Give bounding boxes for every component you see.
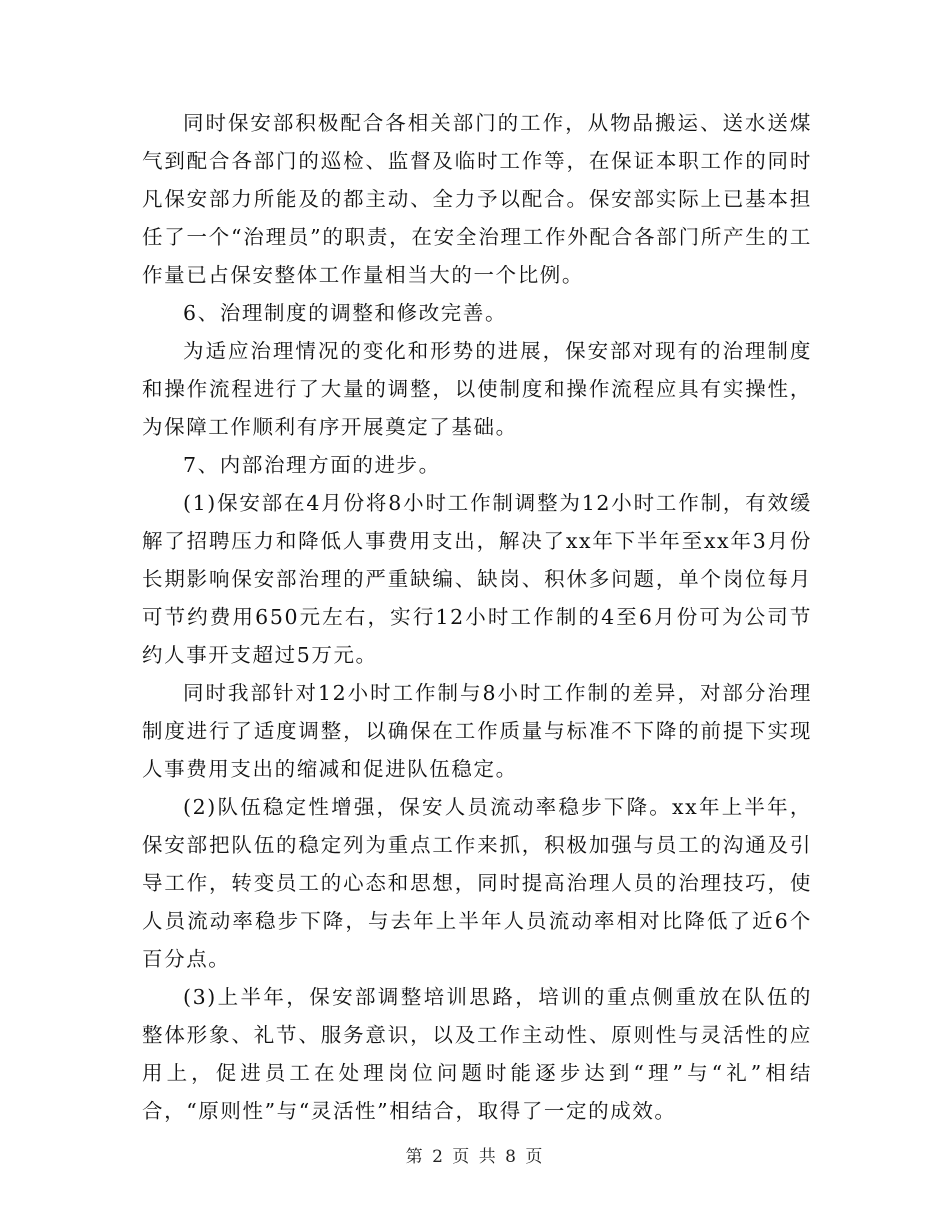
paragraph-item-2-team-stability: (2)队伍稳定性增强，保安人员流动率稳步下降。xx年上半年，保安部把队伍的稳定列为重点工作来抓，积极加强与员工的沟通及引导工作，转变员工的心态和思想，同时提高治理人员的治理技巧，使人员流动率稳步下降，与去年上半年人员流动率相对比降低了近6个百分点。 [142, 795, 812, 971]
page-number-footer: 第 2 页 共 8 页 [405, 1147, 545, 1167]
paragraph-item-3-training: (3)上半年，保安部调整培训思路，培训的重点侧重放在队伍的整体形象、礼节、服务意识，以及工作主动性、原则性与灵活性的应用上，促进员工在处理岗位问题时能逐步达到“理”与“礼”相结合，“原则性”与“灵活性”相结合，取得了一定的成效。 [142, 985, 812, 1123]
document-body [142, 104, 812, 1130]
heading-6-system-adjustment: 6、治理制度的调整和修改完善。 [183, 301, 508, 325]
paragraph-cooperation: 同时保安部积极配合各相关部门的工作，从物品搬运、送水送煤气到配合各部门的巡检、监督及临时工作等，在保证本职工作的同时凡保安部力所能及的都主动、全力予以配合。保安部实际上已基本担任了一个“治理员”的职责，在安全治理工作外配合各部门所产生的工作量已占保安整体工作量相当大的一个比例。 [142, 111, 812, 287]
paragraph-system-adjustment: 为适应治理情况的变化和形势的进展，保安部对现有的治理制度和操作流程进行了大量的调整，以使制度和操作流程应具有实操性，为保障工作顺利有序开展奠定了基础。 [142, 339, 812, 439]
paragraph-shift-difference: 同时我部针对12小时工作制与8小时工作制的差异，对部分治理制度进行了适度调整，以确保在工作质量与标准不下降的前提下实现人事费用支出的缩减和促进队伍稳定。 [142, 681, 812, 781]
paragraph-item-1-shift-change: (1)保安部在4月份将8小时工作制调整为12小时工作制，有效缓解了招聘压力和降低人事费用支出，解决了xx年下半年至xx年3月份长期影响保安部治理的严重缺编、缺岗、积休多问题，单个岗位每月可节约费用650元左右，实行12小时工作制的4至6月份可为公司节约人事开支超过5万元。 [142, 491, 812, 667]
heading-7-internal-progress: 7、内部治理方面的进步。 [183, 453, 441, 477]
